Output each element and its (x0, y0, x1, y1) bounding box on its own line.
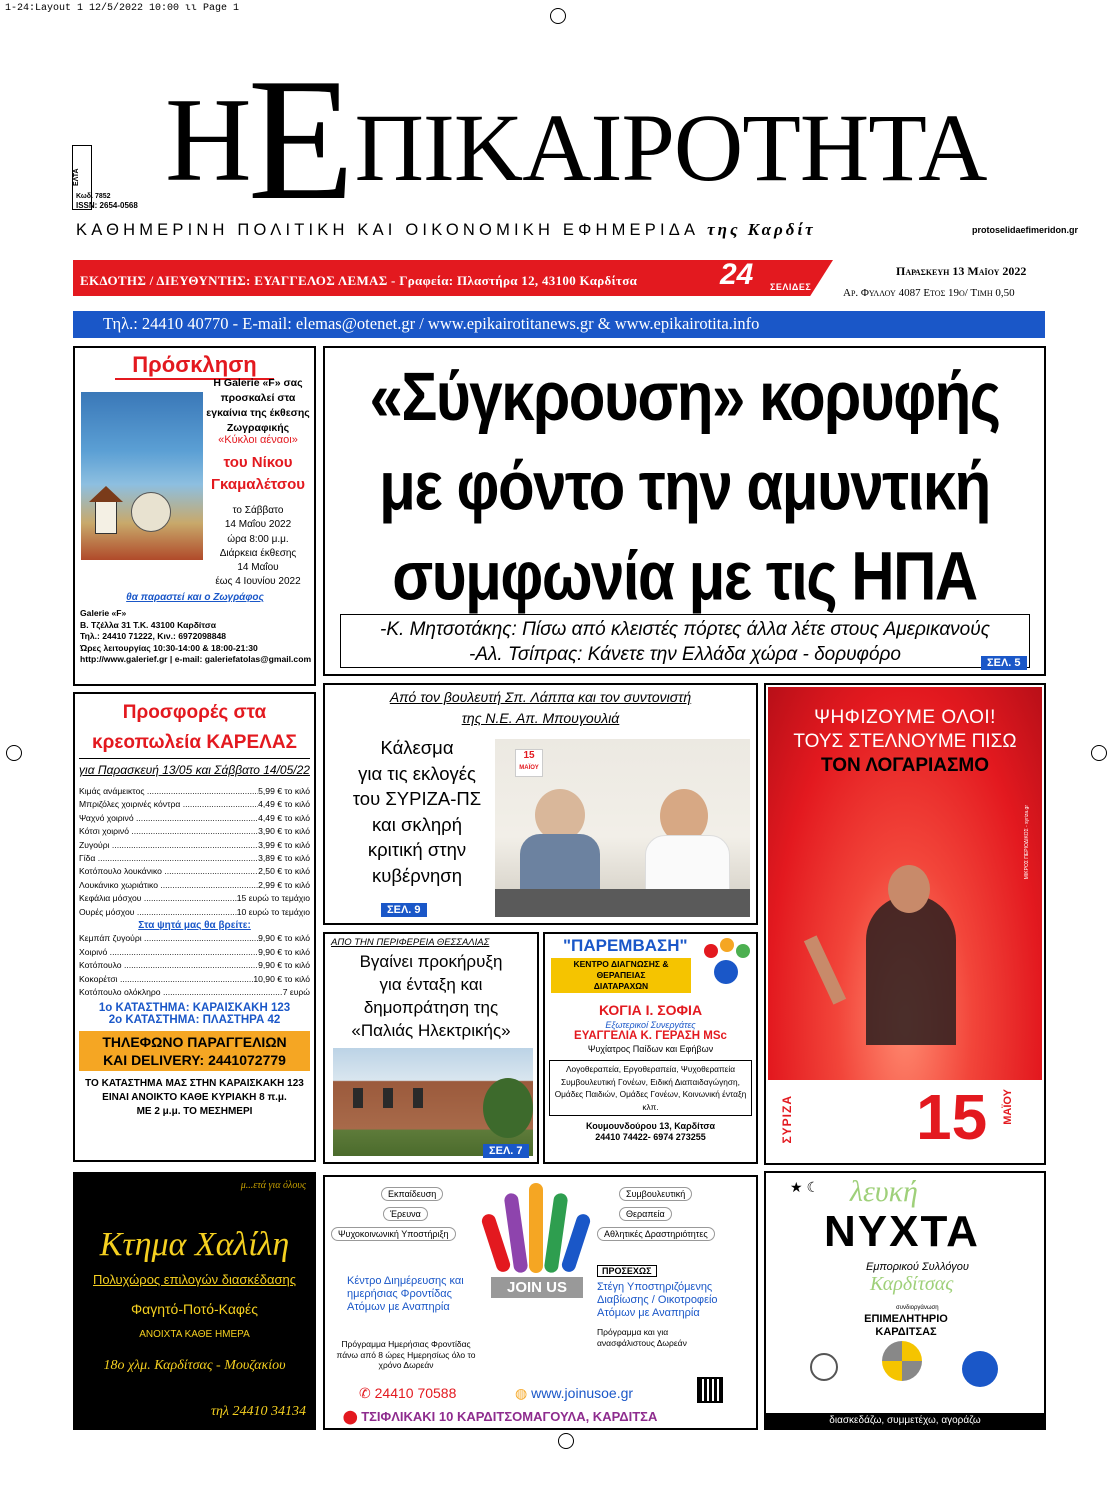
event-details: το Σάββατο 14 Μαΐου 2022 ώρα 8:00 μ.μ. Διάρκεια έκθεσης 14 Μαΐου έως 4 Ιουνίου 2022 (215, 505, 301, 588)
poster-line2: ΤΟΥΣ ΣΤΕΛΝΟΥΜΕ ΠΙΣΩ (793, 731, 1017, 752)
invitation-title: Πρόσκληση (132, 352, 257, 377)
joinus-c4: Πρόγραμμα και για ανασφάλιστους Δωρεάν (597, 1327, 687, 1348)
butcher-ad (73, 692, 316, 1162)
thessaly-kicker: ΑΠΟ ΤΗΝ ΠΕΡΙΦΕΡΕΙΑ ΘΕΣΣΑΛΙΑΣ (331, 937, 490, 948)
butcher-days: για Παρασκευή 13/05 και Σάββατο 14/05/22 (79, 763, 310, 777)
crop-mark-top (550, 8, 566, 24)
lead-page-ref[interactable]: ΣΕΛ. 5 (981, 656, 1027, 670)
watermark: protoselidaefimeridon.gr (972, 225, 1079, 235)
list-item: Κοκορέτσι ..... 10,90 € το κιλό (79, 973, 310, 986)
crop-mark-left (6, 745, 22, 761)
elta-stamp: ΕΛΤΑ (72, 145, 92, 210)
joinus-address: ⬤ ΤΣΙΦΛΙΚΑΚΙ 10 ΚΑΡΔΙΤΣΟΜΑΓΟΥΛΑ, ΚΑΡΔΙΤΣΑ (343, 1409, 658, 1424)
nyxta-footer: διασκεδάζω, συμμετέχω, αγοράζω (766, 1413, 1044, 1428)
joinus-c3-label: ΠΡΟΣΕΧΩΣ (597, 1265, 657, 1277)
crop-mark-bottom (558, 1433, 574, 1449)
exhibit-name: «Κύκλοι αέναοι» (218, 434, 298, 446)
speaker-figure (866, 895, 956, 1045)
nyxta-org2: Καρδίτσας (870, 1273, 954, 1295)
paremvasi-role1: Εξωτερικοί Συνεργάτες (605, 1020, 696, 1030)
code-label: Κωδ. 7852 (76, 193, 111, 200)
issue-date: Παρασκευη 13 Μαϊου 2022 (896, 264, 1027, 278)
artist-line2: Γκαμαλέτσου (210, 476, 306, 493)
contact-bar: Τηλ.: 24410 40770 - E-mail: elemas@otenet.gr / www.epikairotitanews.gr & www.epikairotita.info (73, 311, 1045, 338)
butcher-title1: Προσφορές στα (122, 702, 267, 723)
ktima-l2: Φαγητό-Ποτό-Καφές (130, 1301, 259, 1317)
list-item: Λουκάνικο χωριάτικο ..... 2,99 € το κιλό (79, 879, 310, 892)
list-item: Ζυγούρι ..... 3,99 € το κιλό (79, 839, 310, 852)
joinus-c1: Κέντρο Διημέρευσης και ημερήσιας Φροντίδας Ατόμων με Αναπηρία (347, 1275, 464, 1313)
poster-month: ΜΑΪΟΥ (1002, 1089, 1014, 1125)
order-phone: ΤΗΛΕΦΩΝΟ ΠΑΡΑΓΓΕΛΙΩΝ ΚΑΙ DELIVERY: 2441072779 (79, 1031, 310, 1071)
pages-count: 24 (720, 258, 754, 291)
press-photo (495, 739, 750, 917)
chamber-name: ΕΠΙΜΕΛΗΤΗΡΙΟ ΚΑΡΔΙΤΣΑΣ (864, 1313, 948, 1338)
syriza-headline[interactable]: Κάλεσμα για τις εκλογές του ΣΥΡΙΖΑ-ΠΣ και σκληρή κριτική στην κυβέρνηση (352, 737, 482, 886)
poster-day: 15 (916, 1081, 988, 1153)
list-item: Ψαχνό χοιρινό ..... 4,49 € το κιλό (79, 812, 310, 825)
joinus-tag: Έρευνα (383, 1207, 428, 1221)
joinus-tag: Συμβουλευτική (619, 1187, 692, 1201)
list-item: Κοτόπουλο ολόκληρο ..... 7 ευρώ (79, 986, 310, 999)
paremvasi-contact: Κουμουνδούρου 13, Καρδίτσα 24410 74422- 6974 273255 (585, 1121, 716, 1142)
publisher-info: ΕΚΔΟΤΗΣ / ΔΙΕΥΘΥΝΤΗΣ: ΕΥΑΓΓΕΛΟΣ ΛΕΜΑΣ - Γραφεία: Πλαστήρα 12, 43100 Καρδίτσα (80, 273, 638, 288)
building-photo (333, 1048, 533, 1156)
list-item: Κεμπάπ ζυγούρι ..... 9,90 € το κιλό (79, 932, 310, 945)
lead-headline[interactable]: «Σύγκρουση» κορυφής με φόντο την αμυντική συμφωνία με τις ΗΠΑ (369, 357, 1000, 615)
poster-line3: ΤΟΝ ΛΟΓΑΡΙΑΣΜΟ (820, 755, 990, 776)
paremvasi-ad (543, 932, 758, 1164)
tagline: ΚΑΘΗΜΕΡΙΝΗ ΠΟΛΙΤΙΚΗ ΚΑΙ ΟΙΚΟΝΟΜΙΚΗ ΕΦΗΜΕΡΙΔΑ της Καρδίτ (76, 220, 816, 239)
invitation-intro: Η Galerie «F» σας προσκαλεί στα εγκαίνια της έκθεσης Ζωγραφικής (206, 377, 310, 434)
paremvasi-subtitle: ΚΕΝΤΡΟ ΔΙΑΓΝΩΣΗΣ & ΘΕΡΑΠΕΙΑΣ ΔΙΑΤΑΡΑΧΩΝ (551, 958, 691, 993)
paremvasi-title: "ΠΑΡΕΜΒΑΣΗ" (563, 936, 688, 955)
greek-emblem-icon (810, 1353, 838, 1381)
pages-label: ΣΕΛΙΔΕΣ (770, 282, 812, 292)
ktima-ad (73, 1172, 316, 1430)
joinus-phone: ✆ 24410 70588 (359, 1385, 457, 1401)
invitation-ad (73, 346, 316, 686)
painting-image (81, 392, 203, 560)
joinus-web[interactable]: ◍ www.joinusoe.gr (515, 1385, 634, 1401)
crop-mark-right (1091, 745, 1107, 761)
joinus-logo: JOIN US (491, 1277, 583, 1298)
paremvasi-name2: ΕΥΑΓΓΕΛΙΑ Κ. ΓΕΡΑΣΗ MSc (574, 1030, 727, 1042)
butcher-footer: ΤΟ ΚΑΤΑΣΤΗΜΑ ΜΑΣ ΣΤΗΝ ΚΑΡΑΙΣΚΑΚΗ 123 ΕΙΝΑΙ ΑΝΟΙΚΤΟ ΚΑΘΕ ΚΥΡΙΑΚΗ 8 π.μ. ΜΕ 2 μ.μ. ΤΟ ΜΕΣΗΜΕΡΙ (85, 1077, 304, 1117)
list-item: Κεφάλια μόσχου ..... 15 ευρώ το τεμάχιο (79, 892, 310, 905)
thessaly-story[interactable] (323, 932, 539, 1164)
nyxta-ad (764, 1171, 1046, 1430)
newspaper-title: Η ΕΠΙΚΑΙΡΟΤΗΤΑ (165, 42, 987, 236)
nyxta-org1: Εμπορικού Συλλόγου (866, 1261, 969, 1273)
list-item: Ουρές μόσχου ..... 10 ευρώ το τεμάχιο (79, 906, 310, 919)
issue-number: Αρ. Φυλλου 4087 Ετος 19ο/ Τιμη 0,50 (843, 287, 1015, 299)
list-item: Μπριζόλες χοιρινές κόντρα ..... 4,49 € το κιλό (79, 798, 310, 811)
phone-icon: ✆ (359, 1385, 371, 1401)
date-badge: 15 ΜΑΪΟΥ (515, 749, 543, 777)
butcher-title2: κρεοπωλεία ΚΑΡΕΛΑΣ (92, 732, 297, 753)
joinus-c3: Στέγη Υποστηριζόμενης Διαβίωσης / Οικοτροφείο Ατόμων με Αναπηρία (597, 1281, 718, 1319)
joinus-tag: Ψυχοκοινωνική Υποστήριξη (331, 1227, 456, 1241)
paremvasi-name1: ΚΟΓΙΑ Ι. ΣΟΦΙΑ (598, 1002, 703, 1018)
ktima-name: Κτημα Χαλίλη (99, 1226, 290, 1263)
ktima-tag: μ...ετά για όλους (240, 1180, 306, 1191)
syriza-page-ref[interactable]: ΣΕΛ. 9 (381, 903, 427, 917)
qr-code-icon (697, 1377, 723, 1403)
lead-subheads: -Κ. Μητσοτάκης: Πίσω από κλειστές πόρτες άλλα λέτε στους Αμερικανούς -Αλ. Τσίπρας: Κάνετε την Ελλάδα χώρα - δορυφόρο (340, 614, 1030, 668)
issn-label: ISSN: 2654-0568 (76, 201, 138, 210)
artist-line1: του Νίκου (223, 454, 293, 471)
joinus-tag: Θεραπεία (619, 1207, 672, 1221)
nyxta-title: ΝΥΧΤΑ (824, 1207, 980, 1256)
syriza-logo: ΣΥΡΙΖΑ (780, 1095, 794, 1144)
poster-credit: ΜΙΚΡΟΣ ΠΕΡΙΟΔΙΚΟΣ - syriza.gr (1024, 805, 1030, 880)
print-slug: 1-24:Layout 1 12/5/2022 10:00 ιι Page 1 (5, 3, 240, 14)
location-pin-icon: ⬤ (343, 1409, 358, 1424)
ktima-l3: ΑΝΟΙΧΤΑ ΚΑΘΕ ΗΜΕΡΑ (139, 1329, 250, 1340)
joinus-ad (323, 1175, 758, 1430)
price-list (79, 785, 310, 1000)
speaker-head (888, 865, 930, 913)
paremvasi-role2: Ψυχίατρος Παίδων και Εφήβων (587, 1044, 714, 1054)
list-item: Κότσι χοιρινό ..... 3,90 € το κιλό (79, 825, 310, 838)
poster-line1: ΨΗΦΙΖΟΥΜΕ ΟΛΟΙ! (814, 707, 996, 728)
paremvasi-services: Λογοθεραπεία, Εργοθεραπεία, Ψυχοθεραπεία Συμβουλευτική Γονέων, Ειδική Διαπαιδαγώγηση, Ομάδες Παιδιών, Ομάδες Γονέων, Κοινωνική ένταξη κλπ. (549, 1060, 752, 1116)
chamber-logo-icon (882, 1341, 922, 1381)
grill-title: Στα ψητά μας θα βρείτε: (138, 920, 251, 932)
ktima-l5: τηλ 24410 34134 (210, 1404, 306, 1419)
joinus-tag: Αθλητικές Δραστηριότητες (597, 1227, 715, 1241)
list-item: Κιμάς ανάμεικτος ..... 5,99 € το κιλό (79, 785, 310, 798)
list-item: Χοιρινό ..... 9,90 € το κιλό (79, 946, 310, 959)
store1: 1ο ΚΑΤΑΣΤΗΜΑ: ΚΑΡΑΙΣΚΑΚΗ 123 (98, 1001, 291, 1014)
store2: 2ο ΚΑΤΑΣΤΗΜΑ: ΠΛΑΣΤΗΡΑ 42 (108, 1013, 281, 1026)
ktima-l1: Πολυχώρος επιλογών διασκέδασης (93, 1272, 296, 1287)
artist-note: θα παραστεί και ο Ζωγράφος (126, 592, 264, 603)
ktima-l4: 18ο χλμ. Καρδίτσας - Μουζακίου (103, 1358, 286, 1373)
stars-moon-icon: ★ ☾ (790, 1179, 819, 1195)
thessaly-page-ref[interactable]: ΣΕΛ. 7 (483, 1144, 529, 1158)
list-item: Γίδα ..... 3,89 € το κιλό (79, 852, 310, 865)
globe-icon: ◍ (515, 1385, 528, 1401)
joinus-c2: Πρόγραμμα Ημερήσιας Φροντίδας πάνω από 8 ώρες Ημερησίως όλο το χρόνο Δωρεάν (336, 1339, 476, 1370)
thessaly-headline[interactable]: Βγαίνει προκήρυξη για ένταξη και δημοπράτηση της «Παλιάς Ηλεκτρικής» (351, 952, 511, 1040)
cycling-logo-icon (962, 1351, 998, 1387)
syriza-poster (764, 683, 1046, 1165)
paremvasi-logo (700, 938, 752, 990)
syriza-story[interactable] (323, 683, 758, 925)
syriza-kicker: Από τον βουλευτή Σπ. Λάππα και τον συντονιστή της Ν.Ε. Απ. Μπουγουλιά (389, 689, 692, 726)
nyxta-script: λευκή (850, 1175, 918, 1208)
lead-story[interactable] (323, 346, 1046, 676)
gallery-details: Galerie «F» Β. Τζέλλα 31 Τ.Κ. 43100 Καρδίτσα Τηλ.: 24410 71222, Κιν.: 6972098848 Ώρες λειτουργίας 10:30-14:00 & 18:00-21:30 http://www.galerief.gr | e-mail: galeriefatolas@gmail.com (80, 608, 312, 665)
list-item: Κοτόπουλο ..... 9,90 € το κιλό (79, 959, 310, 972)
joinus-tag: Εκπαίδευση (381, 1187, 443, 1201)
nyxta-co: συνδιοργάνωση (896, 1305, 939, 1311)
list-item: Κοτόπουλο λουκάνικο ..... 2,50 € το κιλό (79, 865, 310, 878)
